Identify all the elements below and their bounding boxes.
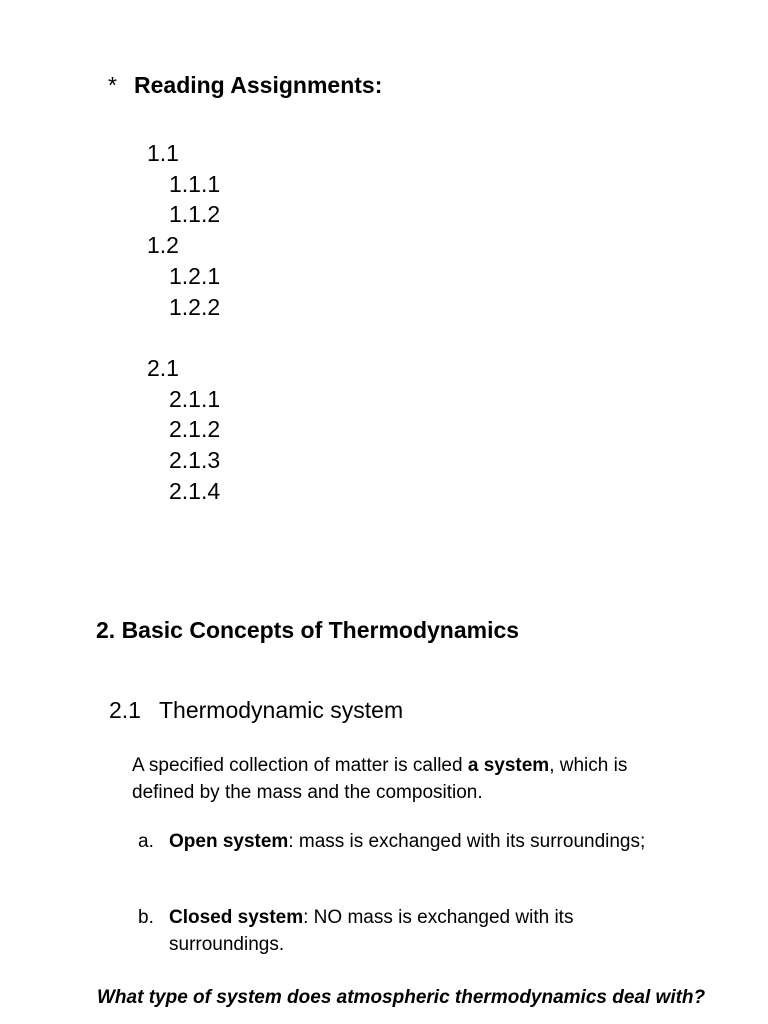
subsection-number: 2.1 xyxy=(109,697,141,723)
list-item: 1.1.2 xyxy=(169,201,221,228)
system-type-term: Closed system xyxy=(169,907,304,928)
list-item: 2.1 xyxy=(147,354,179,381)
system-type-text xyxy=(169,828,658,855)
paragraph-text: A specified collection of matter is called xyxy=(132,755,468,776)
reading-assignments-list xyxy=(147,138,220,506)
subsection-title xyxy=(109,697,403,724)
list-marker: a. xyxy=(138,831,154,852)
system-type-definition: : mass is exchanged with its surroundings; xyxy=(288,831,646,852)
system-type-text xyxy=(169,904,658,958)
section-title: 2. Basic Concepts of Thermodynamics xyxy=(96,617,520,643)
system-type-term: Open system xyxy=(169,831,289,852)
paragraph-bold-term: a system xyxy=(467,755,550,776)
system-type-definition: : NO mass is exchanged with its surroundings. xyxy=(169,907,574,955)
list-item: 2.1.1 xyxy=(169,385,221,412)
list-item: 2.1.3 xyxy=(169,447,221,474)
list-item: 2.1.4 xyxy=(169,477,221,504)
list-item: 2.1.2 xyxy=(169,416,221,443)
list-item: 1.2 xyxy=(147,232,179,259)
list-item: 1.2.1 xyxy=(169,262,221,289)
list-item: 1.2.2 xyxy=(169,293,221,320)
reading-assignments-heading xyxy=(108,72,382,99)
list-item: 1.1 xyxy=(147,140,179,166)
list-item: 1.1.1 xyxy=(169,170,221,197)
reading-assignments-label: Reading Assignments: xyxy=(134,72,383,98)
asterisk-bullet: * xyxy=(108,72,117,98)
list-marker: b. xyxy=(138,907,154,928)
subsection-label: Thermodynamic system xyxy=(159,697,404,723)
question-text: What type of system does atmospheric thermodynamics deal with? xyxy=(97,987,706,1008)
paragraph-text: , which is defined by the mass and the composition. xyxy=(132,755,628,803)
definition-paragraph xyxy=(132,752,652,806)
list-spacer xyxy=(147,322,220,353)
system-type-open xyxy=(138,828,658,855)
system-type-closed xyxy=(138,904,658,958)
